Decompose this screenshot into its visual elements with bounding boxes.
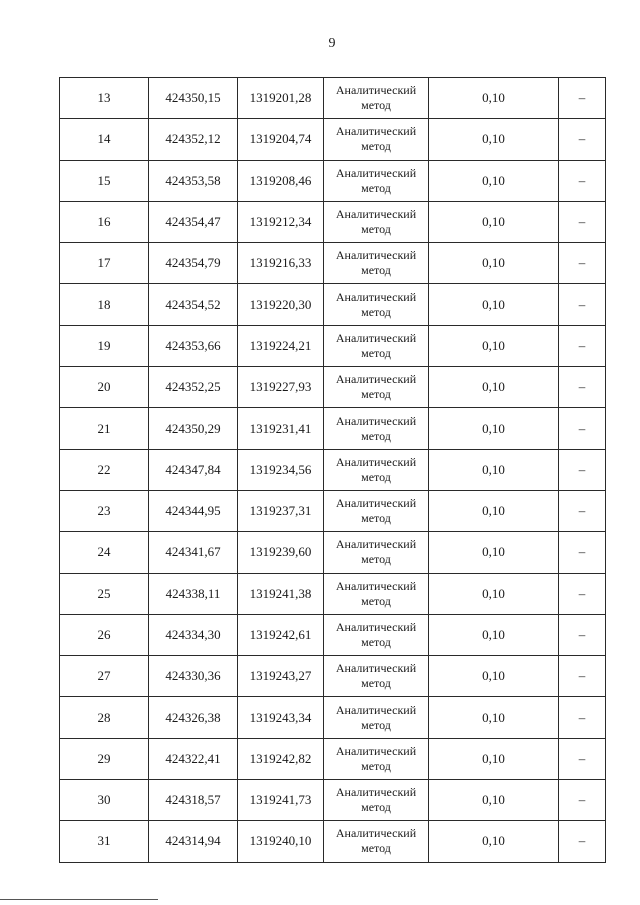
accuracy-cell: 0,10	[429, 738, 559, 779]
point-number-cell: 25	[60, 573, 149, 614]
method-cell	[324, 490, 429, 531]
coordinate-y-cell: 1319220,30	[238, 284, 324, 325]
coordinate-x-cell: 424322,41	[149, 738, 238, 779]
accuracy-cell: 0,10	[429, 490, 559, 531]
accuracy-cell: 0,10	[429, 408, 559, 449]
note-cell: –	[559, 119, 606, 160]
note-cell: –	[559, 160, 606, 201]
method-line: Аналитический	[335, 537, 417, 552]
coordinate-y-cell: 1319204,74	[238, 119, 324, 160]
table-row	[60, 325, 606, 366]
accuracy-cell: 0,10	[429, 243, 559, 284]
accuracy-cell: 0,10	[429, 697, 559, 738]
table-row	[60, 697, 606, 738]
accuracy-cell: 0,10	[429, 614, 559, 655]
method-line: метод	[361, 841, 391, 856]
note-cell: –	[559, 284, 606, 325]
table-row	[60, 408, 606, 449]
accuracy-cell: 0,10	[429, 284, 559, 325]
method-cell	[324, 119, 429, 160]
method-cell	[324, 738, 429, 779]
table-row	[60, 738, 606, 779]
method-cell	[324, 325, 429, 366]
accuracy-cell: 0,10	[429, 532, 559, 573]
method-line: Аналитический	[335, 289, 417, 304]
table-row	[60, 532, 606, 573]
accuracy-cell: 0,10	[429, 780, 559, 821]
method-line: Аналитический	[335, 124, 417, 139]
coordinate-x-cell: 424338,11	[149, 573, 238, 614]
method-line: метод	[361, 511, 391, 526]
page-number: 9	[328, 36, 336, 51]
coordinate-y-cell: 1319242,61	[238, 614, 324, 655]
coordinate-x-cell: 424350,29	[149, 408, 238, 449]
method-line: метод	[361, 139, 391, 154]
note-cell: –	[559, 243, 606, 284]
coordinate-y-cell: 1319239,60	[238, 532, 324, 573]
table-row	[60, 821, 606, 862]
method-line: Аналитический	[335, 702, 417, 717]
method-cell	[324, 697, 429, 738]
method-line: Аналитический	[335, 454, 417, 469]
coordinate-y-cell: 1319231,41	[238, 408, 324, 449]
accuracy-cell: 0,10	[429, 160, 559, 201]
coordinate-x-cell: 424347,84	[149, 449, 238, 490]
coordinate-x-cell: 424354,79	[149, 243, 238, 284]
method-cell	[324, 573, 429, 614]
note-cell: –	[559, 532, 606, 573]
coordinate-x-cell: 424353,58	[149, 160, 238, 201]
method-cell	[324, 201, 429, 242]
coordinate-y-cell: 1319240,10	[238, 821, 324, 862]
note-cell: –	[559, 408, 606, 449]
coordinate-y-cell: 1319241,38	[238, 573, 324, 614]
coordinate-y-cell: 1319234,56	[238, 449, 324, 490]
method-cell	[324, 160, 429, 201]
method-line: метод	[361, 428, 391, 443]
point-number-cell: 15	[60, 160, 149, 201]
coordinate-y-cell: 1319216,33	[238, 243, 324, 284]
note-cell: –	[559, 449, 606, 490]
note-cell: –	[559, 614, 606, 655]
method-cell	[324, 449, 429, 490]
table-row	[60, 284, 606, 325]
method-line: метод	[361, 98, 391, 113]
method-line: Аналитический	[335, 248, 417, 263]
method-cell	[324, 284, 429, 325]
table-row	[60, 573, 606, 614]
table-row	[60, 656, 606, 697]
coordinate-x-cell: 424354,52	[149, 284, 238, 325]
coordinate-x-cell: 424352,25	[149, 367, 238, 408]
accuracy-cell: 0,10	[429, 201, 559, 242]
note-cell: –	[559, 573, 606, 614]
point-number-cell: 13	[60, 78, 149, 119]
table-row	[60, 449, 606, 490]
point-number-cell: 18	[60, 284, 149, 325]
point-number-cell: 27	[60, 656, 149, 697]
method-line: метод	[361, 717, 391, 732]
note-cell: –	[559, 697, 606, 738]
coordinate-y-cell: 1319243,27	[238, 656, 324, 697]
accuracy-cell: 0,10	[429, 367, 559, 408]
coordinate-x-cell: 424353,66	[149, 325, 238, 366]
point-number-cell: 29	[60, 738, 149, 779]
point-number-cell: 26	[60, 614, 149, 655]
method-line: метод	[361, 800, 391, 815]
coordinate-x-cell: 424344,95	[149, 490, 238, 531]
coordinate-y-cell: 1319242,82	[238, 738, 324, 779]
accuracy-cell: 0,10	[429, 656, 559, 697]
table-row	[60, 243, 606, 284]
method-line: метод	[361, 676, 391, 691]
note-cell: –	[559, 325, 606, 366]
coordinate-x-cell: 424334,30	[149, 614, 238, 655]
accuracy-cell: 0,10	[429, 449, 559, 490]
coordinates-table-body	[60, 78, 606, 863]
point-number-cell: 14	[60, 119, 149, 160]
method-line: метод	[361, 758, 391, 773]
point-number-cell: 19	[60, 325, 149, 366]
method-cell	[324, 614, 429, 655]
coordinate-x-cell: 424354,47	[149, 201, 238, 242]
method-cell	[324, 78, 429, 119]
table-row	[60, 119, 606, 160]
accuracy-cell: 0,10	[429, 119, 559, 160]
point-number-cell: 31	[60, 821, 149, 862]
coordinate-y-cell: 1319243,34	[238, 697, 324, 738]
note-cell: –	[559, 490, 606, 531]
method-line: Аналитический	[335, 413, 417, 428]
note-cell: –	[559, 738, 606, 779]
coordinate-y-cell: 1319201,28	[238, 78, 324, 119]
note-cell: –	[559, 78, 606, 119]
point-number-cell: 24	[60, 532, 149, 573]
method-line: метод	[361, 222, 391, 237]
accuracy-cell: 0,10	[429, 821, 559, 862]
table-row	[60, 490, 606, 531]
method-cell	[324, 780, 429, 821]
note-cell: –	[559, 656, 606, 697]
coordinate-y-cell: 1319208,46	[238, 160, 324, 201]
method-cell	[324, 367, 429, 408]
method-line: Аналитический	[335, 661, 417, 676]
coordinate-x-cell: 424350,15	[149, 78, 238, 119]
accuracy-cell: 0,10	[429, 78, 559, 119]
method-line: Аналитический	[335, 165, 417, 180]
method-line: метод	[361, 552, 391, 567]
method-line: Аналитический	[335, 743, 417, 758]
accuracy-cell: 0,10	[429, 573, 559, 614]
point-number-cell: 16	[60, 201, 149, 242]
coordinates-table	[59, 77, 606, 863]
method-cell	[324, 408, 429, 449]
method-cell	[324, 532, 429, 573]
method-line: метод	[361, 387, 391, 402]
note-cell: –	[559, 821, 606, 862]
method-line: метод	[361, 304, 391, 319]
note-cell: –	[559, 201, 606, 242]
table-row	[60, 780, 606, 821]
method-line: Аналитический	[335, 83, 417, 98]
method-line: метод	[361, 593, 391, 608]
note-cell: –	[559, 367, 606, 408]
method-line: Аналитический	[335, 207, 417, 222]
method-cell	[324, 821, 429, 862]
method-line: Аналитический	[335, 578, 417, 593]
coordinate-x-cell: 424326,38	[149, 697, 238, 738]
method-line: Аналитический	[335, 620, 417, 634]
table-row	[60, 160, 606, 201]
point-number-cell: 20	[60, 367, 149, 408]
method-line: Аналитический	[335, 496, 417, 511]
method-line: метод	[361, 263, 391, 278]
note-cell: –	[559, 780, 606, 821]
method-line: Аналитический	[335, 372, 417, 387]
coordinate-x-cell: 424314,94	[149, 821, 238, 862]
table-row	[60, 201, 606, 242]
method-cell	[324, 243, 429, 284]
method-line: метод	[361, 345, 391, 360]
method-line: метод	[361, 469, 391, 484]
coordinate-x-cell: 424352,12	[149, 119, 238, 160]
point-number-cell: 17	[60, 243, 149, 284]
coordinate-x-cell: 424341,67	[149, 532, 238, 573]
method-line: Аналитический	[335, 330, 417, 345]
method-cell	[324, 656, 429, 697]
method-line: метод	[361, 635, 391, 649]
coordinate-y-cell: 1319212,34	[238, 201, 324, 242]
point-number-cell: 22	[60, 449, 149, 490]
table-row	[60, 78, 606, 119]
table-row	[60, 367, 606, 408]
method-line: Аналитический	[335, 826, 417, 841]
coordinate-x-cell: 424318,57	[149, 780, 238, 821]
coordinate-y-cell: 1319227,93	[238, 367, 324, 408]
scan-edge-line	[0, 899, 158, 900]
coordinate-y-cell: 1319224,21	[238, 325, 324, 366]
point-number-cell: 23	[60, 490, 149, 531]
method-line: метод	[361, 180, 391, 195]
point-number-cell: 21	[60, 408, 149, 449]
coordinate-y-cell: 1319237,31	[238, 490, 324, 531]
accuracy-cell: 0,10	[429, 325, 559, 366]
table-row	[60, 614, 606, 655]
coordinate-x-cell: 424330,36	[149, 656, 238, 697]
method-line: Аналитический	[335, 785, 417, 800]
point-number-cell: 28	[60, 697, 149, 738]
point-number-cell: 30	[60, 780, 149, 821]
coordinate-y-cell: 1319241,73	[238, 780, 324, 821]
